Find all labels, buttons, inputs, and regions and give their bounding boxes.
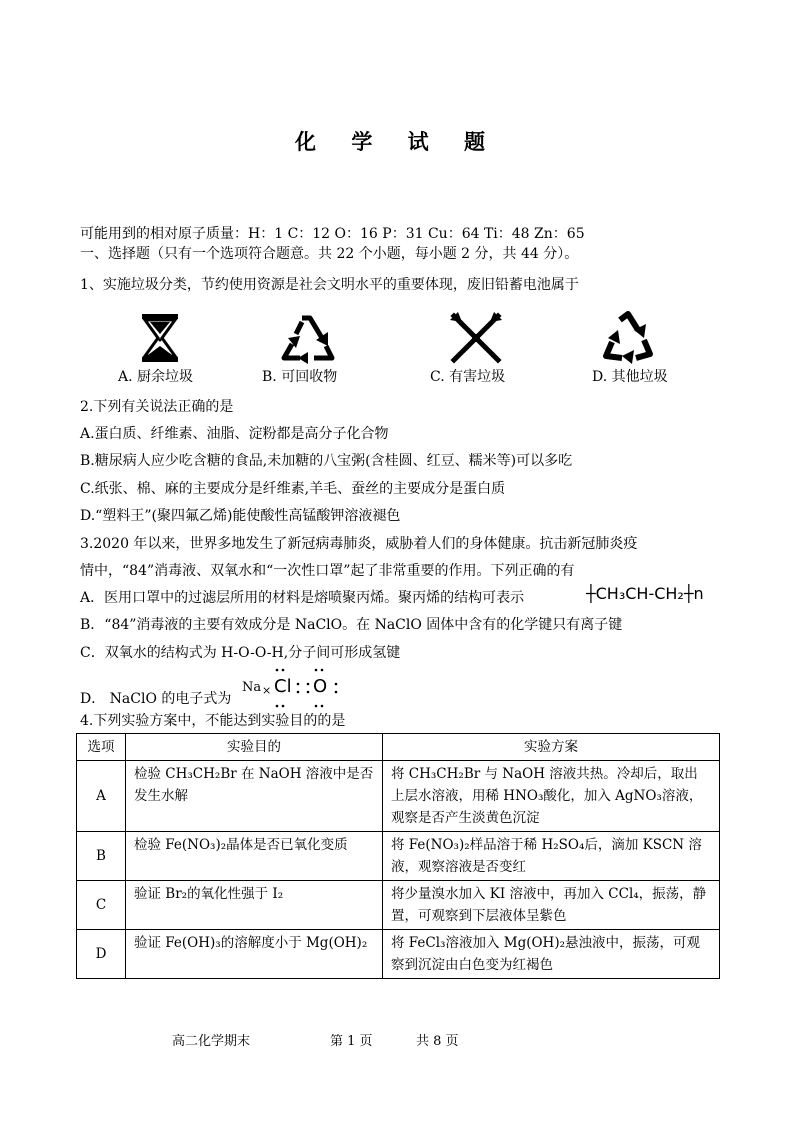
hourglass-icon	[130, 310, 190, 366]
cross-dot: ×	[262, 684, 272, 697]
q2-option-c: C.纸张、棉、麻的主要成分是纤维素,羊毛、蚕丝的主要成分是蛋白质	[80, 481, 506, 497]
atomic-masses-line: 可能用到的相对原子质量：H：1 C：12 O：16 P：31 Cu：64 Ti：48 Zn：65	[80, 226, 585, 242]
q1-option-b: B. 可回收物	[262, 369, 338, 385]
table-row	[77, 761, 720, 832]
electron-dots	[240, 664, 350, 710]
q3-option-c: C．双氧水的结构式为 H-O-O-H,分子间可形成氢键	[80, 645, 401, 661]
footer-course: 高二化学期末	[172, 1034, 251, 1049]
question-2-stem: 2.下列有关说法正确的是	[80, 399, 234, 415]
row-purpose: 检验 CH₃CH₂Br 在 NaOH 溶液中是否发生水解	[126, 761, 383, 832]
table-row	[77, 881, 720, 930]
row-purpose: 检验 Fe(NO₃)₂晶体是否已氧化变质	[126, 832, 383, 881]
footer-page-number: 第 1 页	[330, 1034, 373, 1049]
naclo-electron-formula	[240, 664, 350, 710]
question-3-stem-line2: 情中，“84”消毒液、双氧水和“一次性口罩”起了非常重要的作用。下列正确的有	[80, 563, 575, 579]
section-heading: 一、选择题（只有一个选项符合题意。共 22 个小题，每小题 2 分，共 44 分）。	[80, 246, 579, 262]
hazard-icon	[446, 310, 506, 366]
question-1-stem: 1、实施垃圾分类，节约使用资源是社会文明水平的重要体现，废旧铅蓄电池属于	[80, 277, 579, 293]
experiment-table	[76, 733, 720, 979]
table-row	[77, 930, 720, 979]
row-plan: 将 FeCl₃溶液加入 Mg(OH)₂悬浊液中，振荡，可观察到沉淀由白色变为红褐色	[383, 930, 720, 979]
row-purpose: 验证 Br₂的氧化性强于 I₂	[126, 881, 383, 930]
row-key: C	[77, 881, 126, 930]
header-option: 选项	[77, 734, 126, 761]
o-symbol: O	[313, 676, 328, 697]
table-row	[77, 832, 720, 881]
q1-option-d: D. 其他垃圾	[592, 369, 668, 385]
row-plan: 将少量溴水加入 KI 溶液中，再加入 CCl₄，振荡，静置，可观察到下层液体呈紫色	[383, 881, 720, 930]
q1-option-a: A. 厨余垃圾	[118, 369, 194, 385]
q2-option-d: D.“塑料王”(聚四氟乙烯)能使酸性高锰酸钾溶液褪色	[80, 508, 401, 524]
cl-symbol: Cl	[274, 676, 292, 697]
header-plan: 实验方案	[383, 734, 720, 761]
page-title: 化 学 试 题	[295, 129, 499, 154]
row-key: A	[77, 761, 126, 832]
q3-option-a: A．医用口罩中的过滤层所用的材料是熔喷聚丙烯。聚丙烯的结构可表示	[80, 590, 525, 606]
row-plan: 将 Fe(NO₃)₂样品溶于稀 H₂SO₄后，滴加 KSCN 溶液，观察溶液是否变红	[383, 832, 720, 881]
row-purpose: 验证 Fe(OH)₃的溶解度小于 Mg(OH)₂	[126, 930, 383, 979]
row-key: B	[77, 832, 126, 881]
other-waste-icon	[598, 310, 658, 366]
row-key: D	[77, 930, 126, 979]
q2-option-b: B.糖尿病人应少吃含糖的食品,未加糖的八宝粥(含桂圆、红豆、糯米等)可以多吃	[80, 453, 573, 469]
q2-option-a: A.蛋白质、纤维素、油脂、淀粉都是高分子化合物	[80, 426, 389, 442]
question-3-stem-line1: 3.2020 年以来，世界多地发生了新冠病毒肺炎，威胁着人们的身体健康。抗击新冠肺炎疫	[80, 536, 638, 552]
polypropylene-formula: ┼CH₃CH-CH₂┼n	[586, 584, 704, 603]
q3-option-b: B．“84”消毒液的主要有效成分是 NaClO。在 NaClO 固体中含有的化学键只有离子键	[80, 617, 623, 633]
table-header-row	[77, 734, 720, 761]
na-symbol: Na	[242, 680, 262, 695]
footer-total-pages: 共 8 页	[416, 1034, 459, 1049]
q1-option-c: C. 有害垃圾	[430, 369, 506, 385]
row-plan: 将 CH₃CH₂Br 与 NaOH 溶液共热。冷却后，取出上层水溶液，用稀 HNO₃酸化，加入 AgNO₃溶液，观察是否产生淡黄色沉淀	[383, 761, 720, 832]
q3-option-d: D． NaClO 的电子式为	[80, 691, 232, 707]
header-purpose: 实验目的	[126, 734, 383, 761]
recycle-icon	[278, 310, 338, 366]
question-4-stem: 4.下列实验方案中，不能达到实验目的的是	[80, 713, 346, 729]
